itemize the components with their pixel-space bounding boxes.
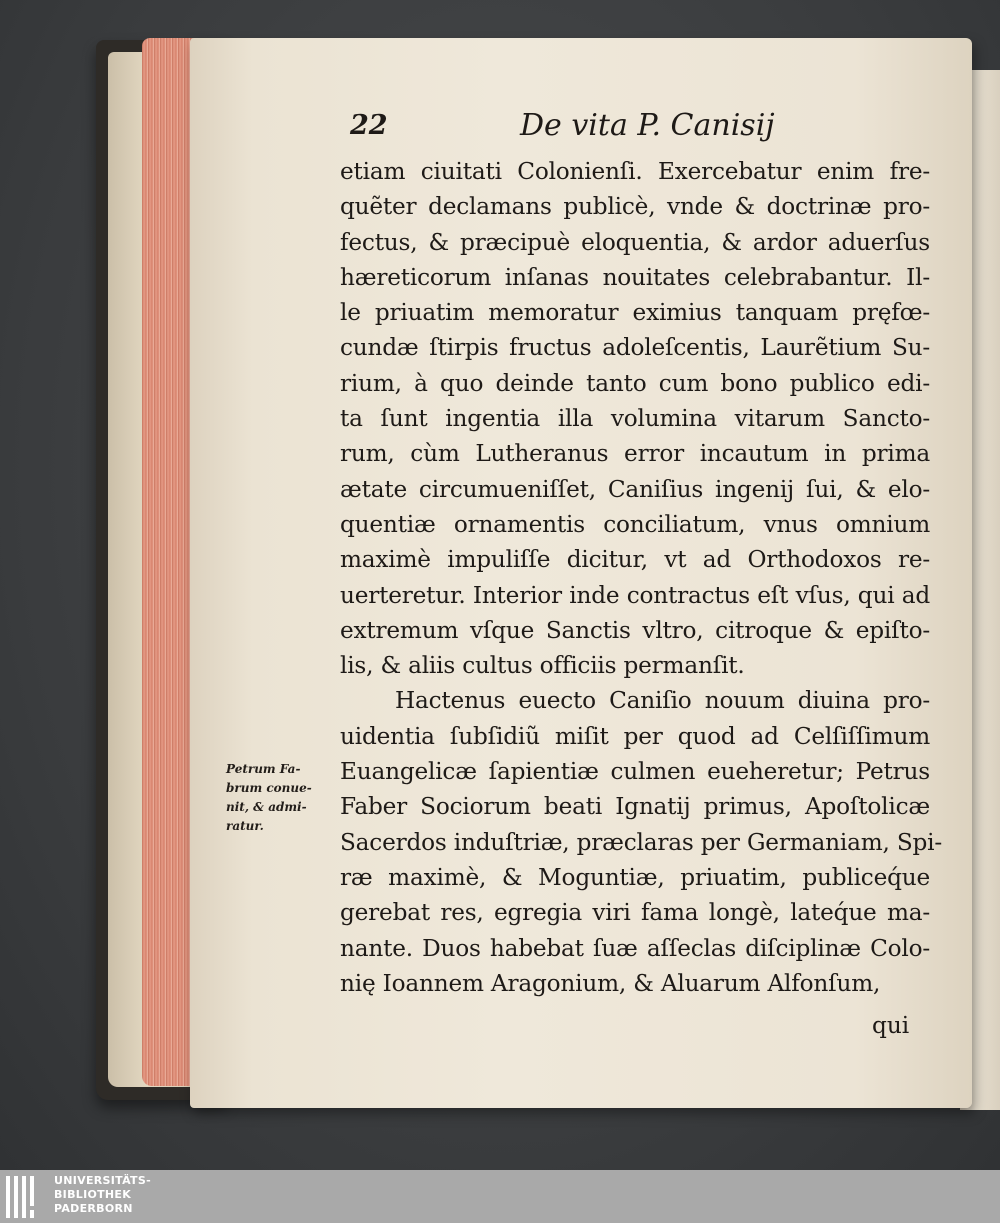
text-line: nię Ioannem Aragonium, & Aluarum Alfonſum, (340, 969, 881, 997)
text-line: extremum vſque Sanctis vltro, citroque & epiſto- (340, 616, 930, 644)
text-line: ta ſunt ingentia illa volumina vitarum Sancto- (340, 405, 930, 433)
text-line: lis, & aliis cultus officiis permanſit. (340, 652, 745, 680)
text-line: fectus, & præcipuè eloquentia, & ardor aduerſus (340, 228, 930, 256)
text-line: hæreticorum inſanas nouitates celebrabantur. Il- (340, 263, 930, 291)
text-line: ræ maximè, & Moguntiæ, priuatim, publiceq́ue (340, 863, 930, 891)
marginal-note-line: brum conue- (226, 781, 312, 795)
library-name-line: PADERBORN (54, 1202, 133, 1215)
text-line: gerebat res, egregia viri fama longè, lateq́ue ma- (340, 899, 930, 927)
text-line: nante. Duos habebat ſuæ aſſeclas diſciplinæ Colo- (340, 934, 930, 962)
library-name-line: UNIVERSITÄTS- (54, 1174, 151, 1187)
text-line: Faber Sociorum beati Ignatij primus, Apoſtolicæ (340, 793, 930, 821)
text-line: le priuatim memoratur eximius tanquam pręfœ- (340, 299, 930, 327)
text-line: Hactenus euecto Caniſio nouum diuina pro- (395, 687, 930, 715)
running-title: De vita P. Canisij (520, 108, 775, 143)
text-line: uerteretur. Interior inde contractus eſt vſus, qui ad (340, 581, 930, 609)
library-name-line: BIBLIOTHEK (54, 1188, 132, 1201)
text-line: cundæ ſtirpis fructus adoleſcentis, Laurẽtium Su- (340, 334, 930, 362)
library-name (54, 1174, 151, 1216)
page-number: 22 (350, 110, 388, 141)
text-line: maximè impuliſſe dicitur, vt ad Orthodoxos re- (340, 546, 930, 574)
text-line: etiam ciuitati Colonienſi. Exercebatur enim fre- (340, 158, 930, 185)
footer-bar (0, 1170, 1000, 1223)
library-logo-icon (6, 1176, 46, 1218)
text-line: ætate circumueniſſet, Caniſius ingenij ſui, & elo- (340, 475, 930, 503)
text-line: Sacerdos induſtriæ, præclaras per Germaniam, Spi- (340, 828, 943, 856)
body-text (340, 154, 943, 1001)
text-line: quentiæ ornamentis conciliatum, vnus omnium (340, 510, 930, 538)
text-line: uidentia ſubſidiũ miſit per quod ad Celſiſſimum (340, 722, 930, 750)
text-line: quẽter declamans publicè, vnde & doctrinæ pro- (340, 193, 930, 221)
text-line: Euangelicæ ſapientiæ culmen eueheretur; Petrus (340, 758, 930, 786)
marginal-note (226, 760, 326, 836)
marginal-note-line: Petrum Fa- (226, 762, 301, 776)
text-line: rium, à quo deinde tanto cum bono publico edi- (340, 369, 930, 397)
marginal-note-line: ratur. (226, 819, 264, 833)
marginal-note-line: nit, & admi- (226, 800, 307, 814)
catchword: qui (872, 1012, 910, 1039)
text-line: rum, cùm Lutheranus error incautum in prima (340, 440, 930, 468)
